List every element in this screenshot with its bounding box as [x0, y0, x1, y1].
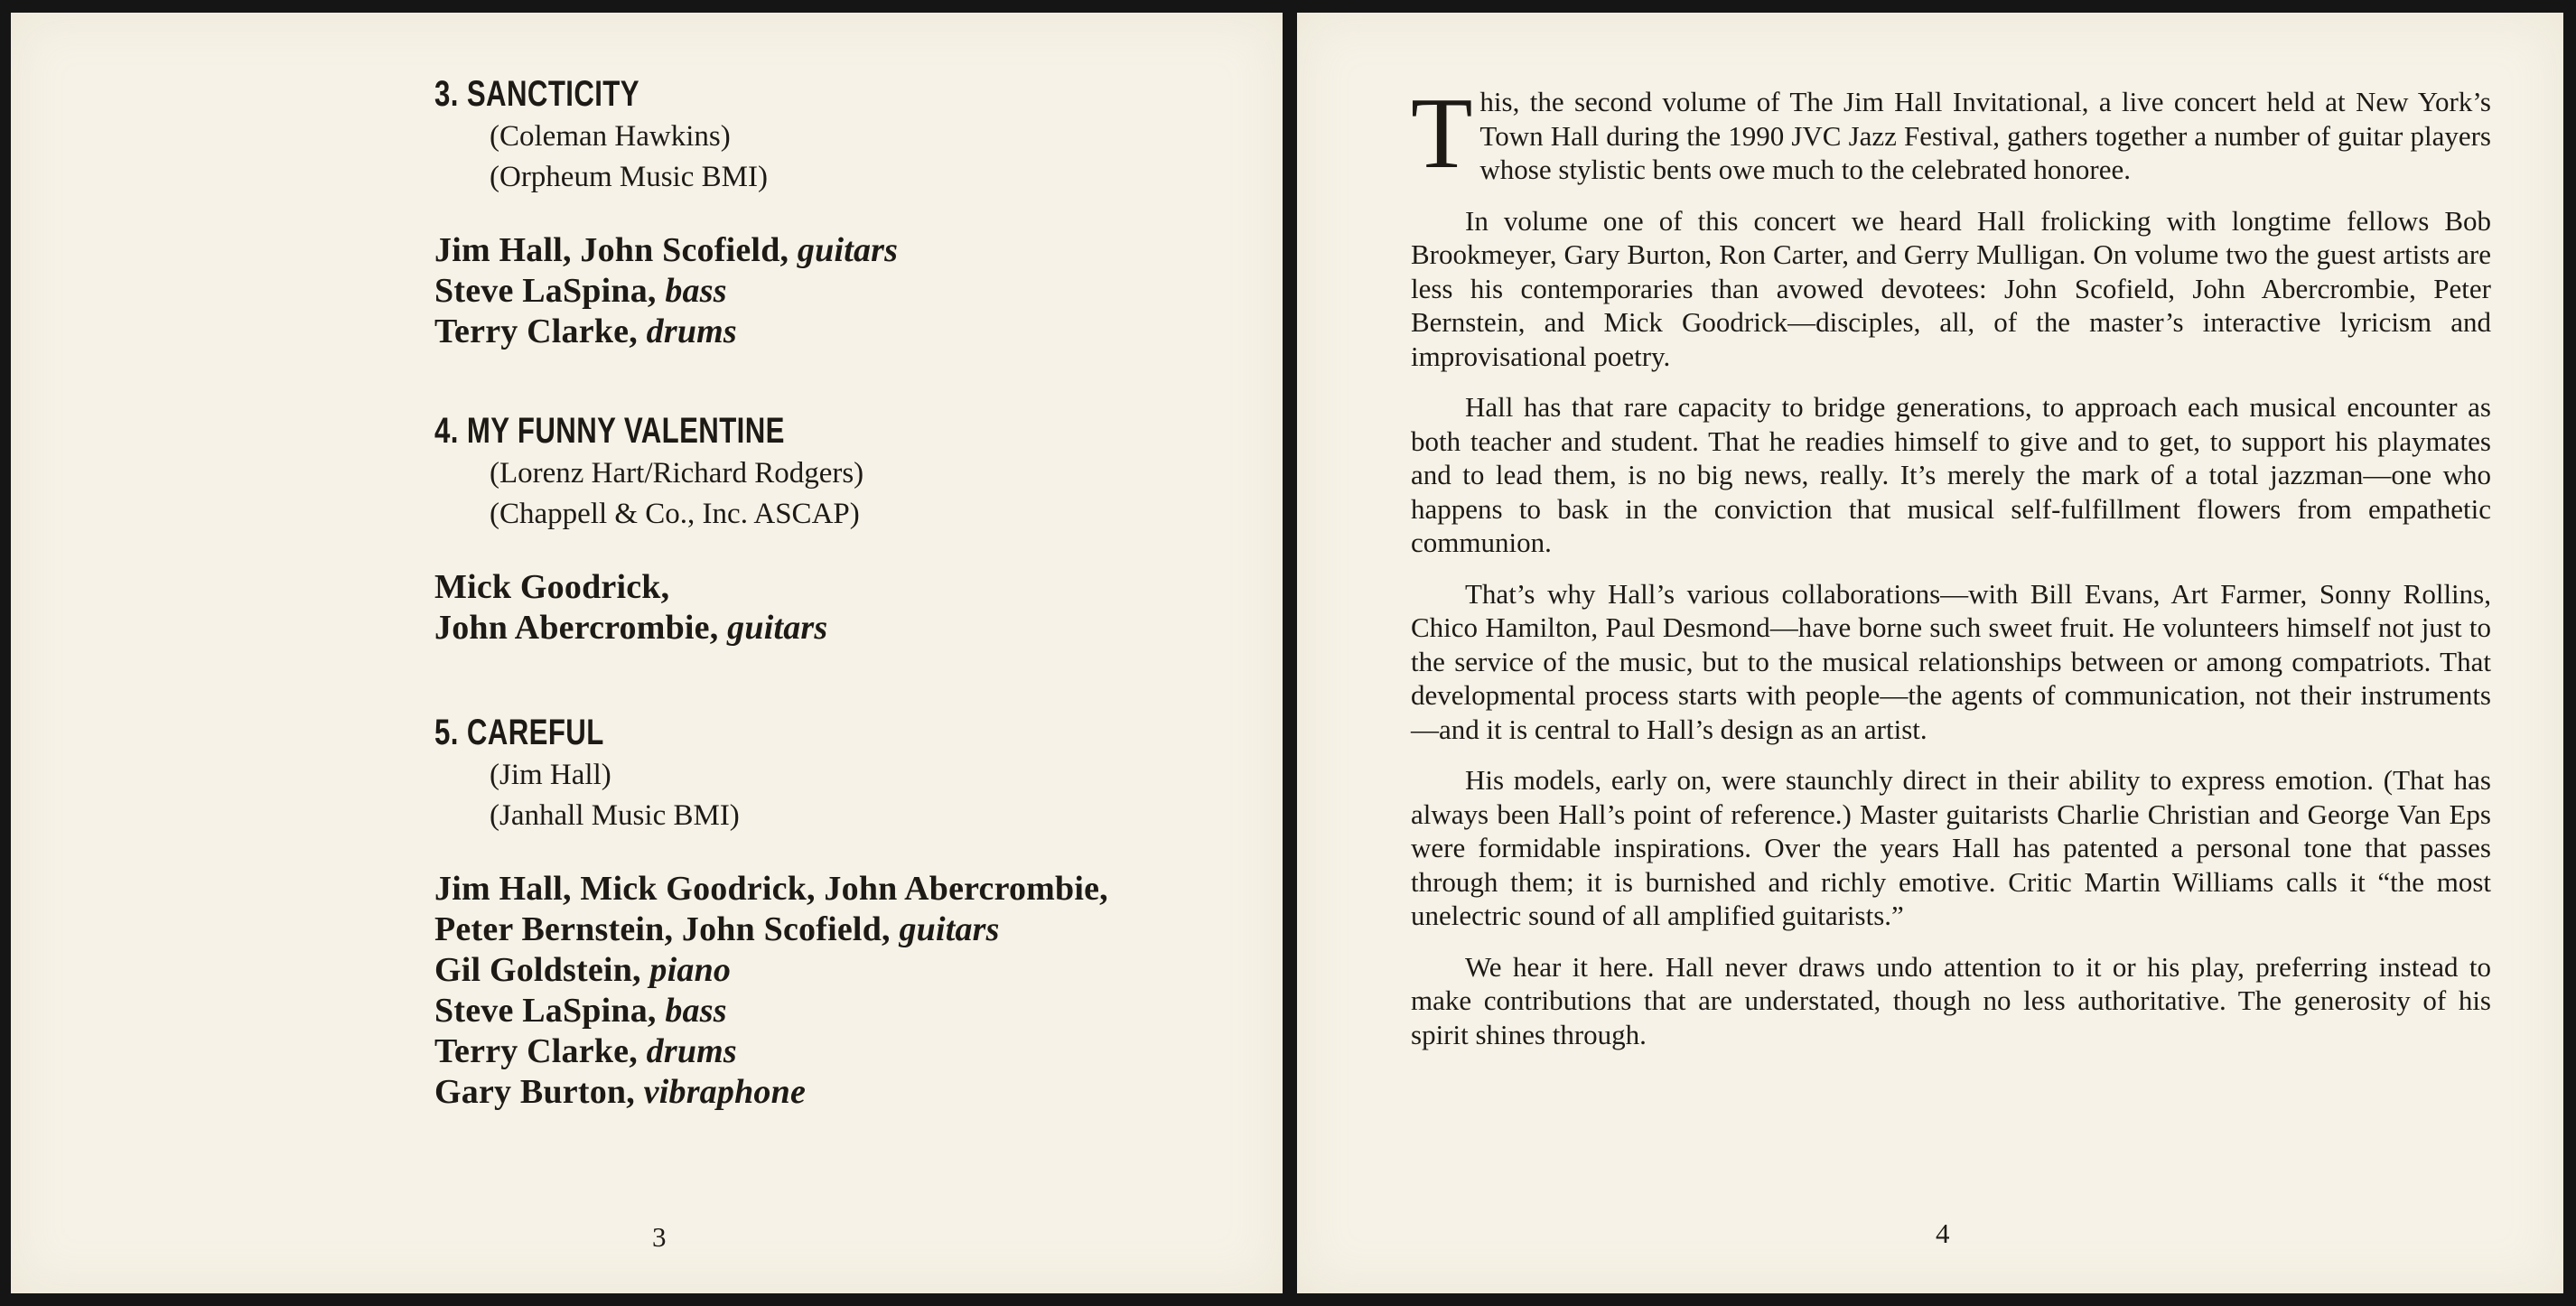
- drop-cap: T: [1411, 78, 1473, 190]
- musician-names: Mick Goodrick,: [434, 568, 670, 606]
- personnel-line: [434, 608, 1247, 648]
- track-title: 4. MY FUNNY VALENTINE: [434, 411, 785, 451]
- instrument-role: drums: [646, 1032, 737, 1070]
- instrument-role: guitars: [797, 231, 899, 269]
- essay-paragraph: We hear it here. Hall never draws undo attention to it or his play, preferring instead to make contributions that are understated, though no less authoritative. The generosity of his spirit shines through.: [1411, 950, 2491, 1050]
- musician-names: Jim Hall, Mick Goodrick, John Abercrombie,: [434, 870, 1108, 908]
- musician-names: Peter Bernstein, John Scofield,: [434, 910, 900, 948]
- essay-paragraph: Hall has that rare capacity to bridge generations, to approach each musical encounter as both teacher and student. That he readies himself to give and to get, to support his playmates and to lead them, is no big news, really. It’s merely the mark of a total jazzman—one who happens to bask in the conviction that musical self-fulfillment flowers from empathetic communion.: [1411, 391, 2491, 558]
- instrument-role: guitars: [899, 910, 1000, 948]
- personnel-line: [434, 869, 1247, 910]
- musician-names: Steve LaSpina,: [434, 992, 666, 1030]
- composer-credit: (Coleman Hawkins): [490, 120, 731, 153]
- personnel-line: [434, 991, 1247, 1031]
- musician-names: John Abercrombie,: [434, 609, 728, 647]
- musician-names: Steve LaSpina,: [434, 272, 666, 310]
- personnel-line: [434, 567, 1247, 608]
- publisher-credit: (Chappell & Co., Inc. ASCAP): [490, 498, 860, 530]
- page-number-left: 3: [652, 1221, 667, 1253]
- personnel-line: [434, 910, 1247, 950]
- publisher-credit: (Janhall Music BMI): [490, 799, 740, 832]
- instrument-role: guitars: [727, 609, 828, 647]
- personnel-line: [434, 1031, 1247, 1072]
- musician-names: Gil Goldstein,: [434, 951, 650, 989]
- track-4: [434, 408, 1247, 648]
- essay-paragraph: In volume one of this concert we heard Hall frolicking with longtime fellows Bob Brookmeyer, Gary Burton, Ron Carter, and Gerry Mulligan. On volume two the guest artists are less his contemporaries than avowed devotees: John Scofield, John Abercrombie, Peter Bernstein, and Mick Goodrick—disciples, all, of the master’s interactive lyricism and improvisational poetry.: [1411, 204, 2491, 372]
- personnel-list: [434, 567, 1247, 648]
- composer-credit: (Lorenz Hart/Richard Rodgers): [490, 457, 864, 490]
- instrument-role: bass: [665, 272, 727, 310]
- essay-paragraph: [1411, 78, 2491, 190]
- musician-names: Jim Hall, John Scofield,: [434, 231, 798, 269]
- instrument-role: drums: [646, 313, 737, 350]
- musician-names: Terry Clarke,: [434, 313, 647, 350]
- essay-paragraph: That’s why Hall’s various collaborations—with Bill Evans, Art Farmer, Sonny Rollins, Chico Hamilton, Paul Desmond—have borne such sweet fruit. He volunteers himself not just to the service of the music, but to the musical relationships between or among compatriots. That developmental process starts with people—the agents of communication, not their instruments—and it is central to Hall’s design as an artist.: [1411, 577, 2491, 745]
- track-title: 3. SANCTICITY: [434, 74, 639, 114]
- personnel-line: [434, 271, 1247, 312]
- track-title: 5. CAREFUL: [434, 713, 604, 752]
- track-5: [434, 710, 1247, 1113]
- track-3: [434, 71, 1247, 352]
- composer-credit: (Jim Hall): [490, 759, 611, 791]
- personnel-list: [434, 230, 1247, 352]
- essay-paragraph: His models, early on, were staunchly direct in their ability to express emotion. (That has always been Hall’s point of reference.) Master guitarists Charlie Christian and George Van Eps were formidable inspirations. Over the years Hall has patented a personal tone that passes through them; it is burnished and richly emotive. Critic Martin Williams calls it “the most unelectric sound of all amplified guitarists.”: [1411, 764, 2491, 931]
- personnel-list: [434, 869, 1247, 1113]
- instrument-role: piano: [649, 951, 732, 989]
- personnel-line: [434, 950, 1247, 991]
- instrument-role: vibraphone: [643, 1073, 807, 1111]
- musician-names: Terry Clarke,: [434, 1032, 647, 1070]
- page-number-right: 4: [1936, 1217, 1950, 1249]
- musician-names: Gary Burton,: [434, 1073, 644, 1111]
- personnel-line: [434, 312, 1247, 352]
- personnel-line: [434, 1072, 1247, 1113]
- publisher-credit: (Orpheum Music BMI): [490, 161, 768, 193]
- personnel-line: [434, 230, 1247, 271]
- liner-notes-essay: [1411, 78, 2491, 1068]
- instrument-role: bass: [665, 992, 727, 1030]
- paragraph-text: his, the second volume of The Jim Hall Invitational, a live concert held at New York’s Town Hall during the 1990 JVC Jazz Festival, gathers together a number of guitar players whose stylistic bents owe much to the celebrated honoree.: [1479, 86, 2491, 185]
